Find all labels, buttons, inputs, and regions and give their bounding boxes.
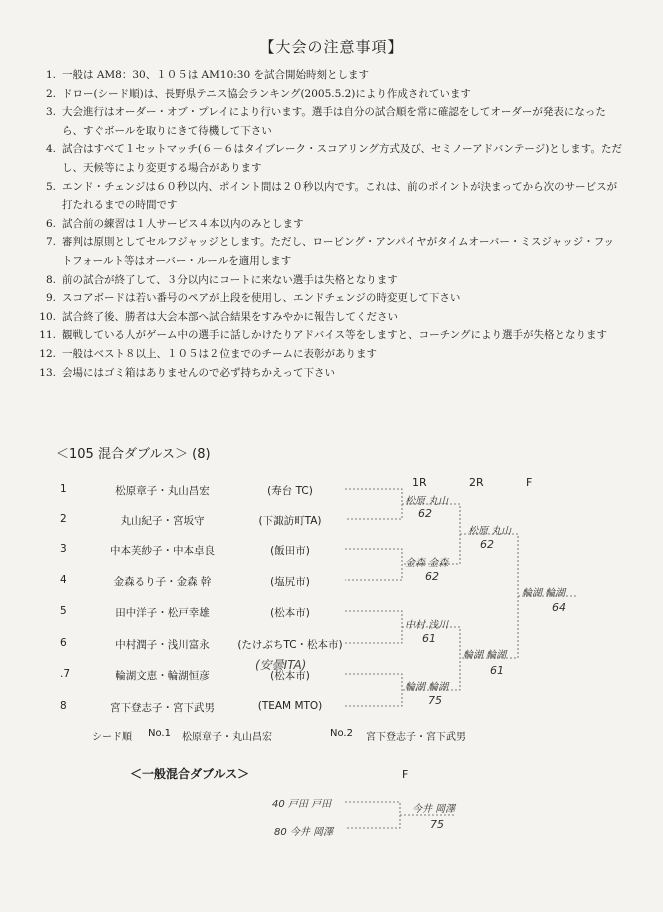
- final-winner-score: 64: [552, 601, 566, 614]
- rule-number: 4.: [45, 143, 56, 156]
- page-title: 【大会の注意事項】: [259, 38, 404, 56]
- rule-text: エンド・チェンジは６０秒以内、ポイント間は２０秒以内です。これは、前のポイントが決まってから次のサービスが打たれるまでの時間です: [62, 180, 618, 212]
- entry-club: (松本市): [270, 607, 310, 619]
- round-label-2r: 2R: [469, 476, 484, 489]
- r1-winner-name: 松原 丸山: [405, 496, 449, 507]
- entry-club: (松本市): [270, 670, 310, 682]
- entry-number: 2: [60, 513, 67, 525]
- section-general-title: ＜一般混合ダブルス＞: [130, 767, 250, 781]
- rule-number: 8.: [45, 273, 56, 286]
- entry-number: 3: [60, 543, 67, 555]
- rule-text: 試合はすべて１セットマッチ(６－６はタイブレーク・スコアリング方式及び、セミノーアドバンテージ)とします。ただし、天候等により変更する場合があります: [62, 143, 622, 174]
- rule-text: 試合前の練習は１人サービス４本以内のみとします: [62, 217, 304, 230]
- rule-text: 審判は原則としてセルフジャッジとします。ただし、ロービング・アンパイヤがタイムオーバー・ミスジャッジ・フットフォールト等はオーバー・ルールを適用します: [62, 236, 614, 267]
- rule-text: 会場にはゴミ箱はありませんので必ず持ちかえって下さい: [62, 366, 335, 379]
- rule-number: 10.: [39, 310, 56, 323]
- rule-number: 2.: [45, 87, 56, 100]
- entry-club: (下諏訪町TA): [258, 515, 322, 527]
- entry-club: (飯田市): [270, 545, 310, 557]
- entry-club: (塩尻市): [270, 576, 310, 588]
- rule-number: 3.: [45, 106, 56, 119]
- seed-2-names: 宮下登志子・宮下武男: [366, 732, 466, 743]
- rule-number: 9.: [45, 292, 56, 305]
- rule-number: 12.: [39, 347, 56, 360]
- entry-names: 中本芙紗子・中本卓良: [110, 545, 215, 557]
- rule-text: 前の試合が終了して、３分以内にコートに来ない選手は失格となります: [62, 273, 398, 286]
- seed-label: シード順: [92, 732, 132, 743]
- rule-text: 大会進行はオーダー・オブ・プレイにより行います。選手は自分の試合順を常に確認をしてオーダーが発表になったら、すぐボールを取りにきて待機して下さい: [62, 106, 606, 137]
- entry-number: 6: [60, 637, 67, 649]
- general-entry: 80 今井 岡澤: [274, 827, 334, 838]
- section-105-title: ＜105 混合ダブルス＞ (8): [56, 447, 211, 462]
- entry-names: 丸山紀子・宮坂守: [120, 515, 205, 527]
- r1-winner-score: 61: [422, 632, 436, 645]
- r2-winner-name: 輪湖 輪湖: [463, 650, 507, 661]
- entry-names: 宮下登志子・宮下武男: [110, 702, 215, 714]
- rule-text: 観戦している人がゲーム中の選手に話しかけたりアドバイス等をしますと、コーチングにより選手が失格となります: [62, 329, 607, 342]
- entry-names: 金森るり子・金森 幹: [113, 576, 212, 588]
- entry-number: 4: [60, 574, 67, 586]
- general-winner-name: 今井 岡澤: [412, 804, 456, 815]
- entry-number: .7: [60, 668, 71, 680]
- r1-winner-score: 62: [418, 507, 432, 520]
- entry-names: 松原章子・丸山昌宏: [115, 485, 210, 497]
- r1-winner-name: 金森 金森: [405, 558, 449, 569]
- rule-text: 一般はベスト８以上、１０５は２位までのチームに表彰があります: [62, 347, 377, 360]
- general-round-label-final: F: [402, 768, 409, 781]
- rule-text: スコアボードは若い番号のペアが上段を使用し、エンドチェンジの時変更して下さい: [62, 292, 461, 305]
- rule-number: 5.: [45, 180, 56, 193]
- entry-club: (たけぶちTC・松本市): [237, 639, 343, 651]
- entry-names: 輪湖文恵・輪湖恒彦: [115, 670, 210, 682]
- entry-names: 田中洋子・松戸幸雄: [115, 607, 210, 619]
- general-entry: 40 戸田 戸田: [272, 799, 332, 810]
- round-label-final: F: [526, 476, 533, 489]
- seed-1-names: 松原章子・丸山昌宏: [182, 732, 272, 743]
- r1-winner-name: 中村 浅川: [405, 620, 449, 631]
- r1-winner-score: 75: [428, 694, 442, 707]
- rule-number: 1.: [45, 69, 56, 81]
- rule-number: 13.: [39, 366, 56, 379]
- r2-winner-score: 61: [490, 664, 504, 677]
- rule-text: 一般は AM8：30、１０５は AM10:30 を試合開始時刻とします: [62, 69, 369, 81]
- rule-text: ドロー(シード順)は、長野県テニス協会ランキング(2005.5.2)により作成されています: [62, 87, 471, 100]
- round-label-1r: 1R: [412, 476, 427, 489]
- r2-winner-score: 62: [480, 538, 494, 551]
- entry-number: 5: [60, 605, 67, 617]
- seed-2-number: No.2: [330, 728, 353, 739]
- entry-names: 中村潤子・浅川富永: [115, 639, 210, 651]
- general-winner-score: 75: [430, 818, 444, 831]
- entry-club: (寿台 TC): [267, 485, 313, 497]
- entry-number: 1: [60, 483, 67, 495]
- seed-1-number: No.1: [148, 728, 171, 739]
- r1-winner-score: 62: [425, 570, 439, 583]
- rule-number: 7.: [45, 236, 56, 249]
- rule-number: 6.: [45, 217, 56, 230]
- r1-winner-name: 輪湖 輪湖: [405, 682, 449, 693]
- r2-winner-name: 松原 丸山: [468, 526, 512, 537]
- rule-number: 11.: [39, 329, 56, 342]
- handwritten-club-correction: (安曇ITA): [255, 658, 307, 672]
- final-winner-name: 輪湖 輪湖: [522, 588, 566, 599]
- entry-number: 8: [60, 700, 67, 712]
- rule-text: 試合終了後、勝者は大会本部へ試合結果をすみやかに報告してください: [62, 310, 398, 323]
- entry-club: (TEAM MTO): [257, 700, 323, 712]
